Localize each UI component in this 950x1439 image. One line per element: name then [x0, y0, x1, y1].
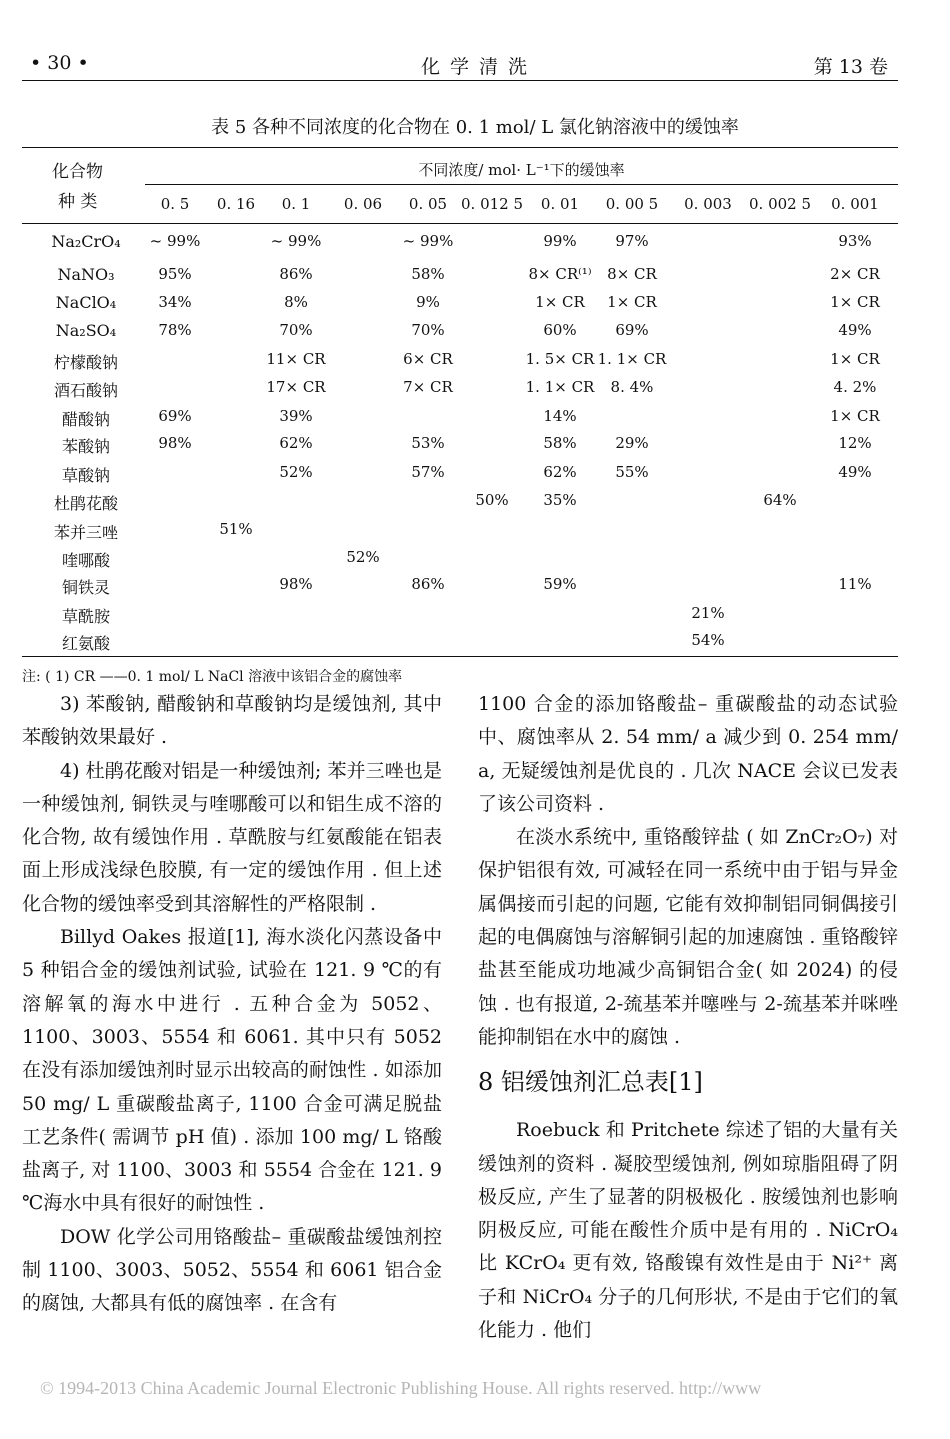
paragraph: DOW 化学公司用铬酸盐– 重碳酸盐缓蚀剂控制 1100、3003、5052、5554 和 6061 铝合金的腐蚀, 大都具有低的腐蚀率 . 在含有 — [22, 1225, 442, 1315]
copyright-watermark: © 1994-2013 China Academic Journal Electronic Publishing House. All rights reserved. http://www — [40, 1378, 762, 1398]
table-cell: 8% — [284, 293, 308, 311]
table-cell: 54% — [691, 631, 725, 649]
table-cell: 62% — [279, 434, 313, 452]
table-bottom-rule — [22, 656, 898, 657]
table-cell: 99% — [543, 232, 577, 250]
table-row-label: NaNO₃ — [57, 265, 115, 284]
concentration-header: 0. 003 — [684, 195, 732, 213]
table-cell: 39% — [279, 407, 313, 425]
table-cell: 52% — [346, 548, 380, 566]
table-cell: 8× CR — [607, 265, 657, 283]
table-caption: 表 5 各种不同浓度的化合物在 0. 1 mol/ L 氯化钠溶液中的缓蚀率 — [211, 117, 739, 138]
column-header-compound: 化合物 — [52, 162, 103, 182]
table-top-rule — [22, 147, 898, 148]
concentration-header: 0. 00 5 — [605, 195, 659, 213]
concentration-header: 0. 002 5 — [748, 195, 812, 213]
table-cell: ~ 99% — [149, 232, 201, 250]
table-cell: 8. 4% — [610, 378, 654, 396]
table-cell: 8× CR⁽¹⁾ — [528, 265, 592, 283]
table-cell: 49% — [838, 321, 872, 339]
table-cell: 51% — [219, 520, 253, 538]
table-row-label: 醋酸钠 — [61, 410, 110, 429]
header-rule — [22, 80, 898, 81]
table-row-label: Na₂CrO₄ — [51, 232, 121, 251]
table-row-label: 杜鹃花酸 — [53, 494, 118, 513]
table-cell: 62% — [543, 463, 577, 481]
table-cell: 86% — [411, 575, 445, 593]
table-row-label: 苯酸钠 — [61, 437, 110, 456]
table-cell: 1. 5× CR — [525, 350, 595, 368]
concentration-header: 0. 06 — [343, 195, 383, 213]
table-cell: 11× CR — [266, 350, 326, 368]
group-header-rule — [145, 184, 898, 185]
table-cell: 58% — [543, 434, 577, 452]
concentration-header: 0. 1 — [281, 195, 311, 213]
table-cell: ~ 99% — [402, 232, 454, 250]
table-row-label: NaClO₄ — [55, 293, 117, 312]
table-cell: 49% — [838, 463, 872, 481]
paragraph: 1100 合金的添加铬酸盐– 重碳酸盐的动态试验中、腐蚀率从 2. 54 mm/ a 减少到 0. 254 mm/ a, 无疑缓蚀剂是优良的 . 几次 NACE 会议已发表了该公司资料 . — [478, 693, 898, 815]
table-cell: 21% — [691, 604, 725, 622]
table-row-label: 酒石酸钠 — [53, 381, 118, 400]
paragraph: 3) 苯酸钠, 醋酸钠和草酸钠均是缓蚀剂, 其中苯酸钠效果最好 . — [22, 693, 442, 749]
table-cell: 52% — [279, 463, 313, 481]
paragraph: Roebuck 和 Pritchete 综述了铝的大量有关缓蚀剂的资料 . 凝胶型缓蚀剂, 例如琼脂阻碍了阴极反应, 产生了显著的阴极极化 . 胺缓蚀剂也影响阴极反应, 可能在酸性介质中是有用的 . NiCrO₄ 比 KCrO₄ 更有效, 铬酸镍有效性是由于 Ni²⁺ 离子和 NiCrO₄ 分子的几何形状, 不是由于它们的氧化能力 . 他们 — [478, 1119, 898, 1342]
table-cell: ~ 99% — [270, 232, 322, 250]
table-cell: 1× CR — [607, 293, 657, 311]
table-cell: 55% — [615, 463, 649, 481]
table-cell: 58% — [411, 265, 445, 283]
concentration-header: 0. 01 — [540, 195, 580, 213]
table-row-label: 草酸钠 — [61, 466, 110, 485]
table-cell: 97% — [615, 232, 649, 250]
table-cell: 11% — [838, 575, 872, 593]
table-cell: 34% — [158, 293, 192, 311]
paragraph: 4) 杜鹃花酸对铝是一种缓蚀剂; 苯并三唑也是一种缓蚀剂, 铜铁灵与喹哪酸可以和铝生成不溶的化合物, 故有缓蚀作用 . 草酰胺与红氨酸能在铝表面上形成浅绿色胶膜, 有一定的缓蚀作用 . 但上述化合物的缓蚀率受到其溶解性的严格限制 . — [22, 759, 442, 915]
table-cell: 7× CR — [403, 378, 453, 396]
table-cell: 64% — [763, 491, 797, 509]
table-header-rule — [22, 223, 898, 224]
section-heading: 8 铝缓蚀剂汇总表[1] — [478, 1068, 703, 1097]
table-cell: 1× CR — [830, 407, 880, 425]
table-cell: 93% — [838, 232, 872, 250]
table-cell: 98% — [279, 575, 313, 593]
table-cell: 1. 1× CR — [597, 350, 667, 368]
group-header: 不同浓度/ mol· L⁻¹下的缓蚀率 — [418, 161, 625, 179]
table-cell: 98% — [158, 434, 192, 452]
left-column — [22, 688, 442, 1321]
table-cell: 50% — [475, 491, 509, 509]
table-cell: 57% — [411, 463, 445, 481]
table-cell: 35% — [543, 491, 577, 509]
table-cell: 2× CR — [830, 265, 880, 283]
table-cell: 12% — [838, 434, 872, 452]
table-cell: 53% — [411, 434, 445, 452]
table-cell: 1× CR — [830, 350, 880, 368]
concentration-header: 0. 05 — [408, 195, 448, 213]
table-cell: 86% — [279, 265, 313, 283]
concentration-header: 0. 5 — [160, 195, 190, 213]
table-cell: 9% — [416, 293, 440, 311]
table-cell: 1. 1× CR — [525, 378, 595, 396]
table-cell: 6× CR — [403, 350, 453, 368]
paragraph: 在淡水系统中, 重铬酸锌盐 ( 如 ZnCr₂O₇) 对保护铝很有效, 可减轻在同一系统中由于铝与异金属偶接而引起的问题, 它能有效抑制铝同铜偶接引起的电偶腐蚀与溶解铜引起的加速腐蚀 . 重铬酸锌盐甚至能成功地减少高铜铝合金( 如 2024) 的侵蚀 . 也有报道, 2-巯基苯并噻唑与 2-巯基苯并咪唑能抑制铝在水中的腐蚀 . — [478, 826, 898, 1048]
table-cell: 78% — [158, 321, 192, 339]
table-cell: 70% — [279, 321, 313, 339]
table-row-label: Na₂SO₄ — [55, 321, 117, 340]
table-cell: 59% — [543, 575, 577, 593]
table-row-label: 喹哪酸 — [61, 551, 110, 570]
table-row-label: 红氨酸 — [61, 634, 110, 653]
journal-title: 化 学 清 洗 — [420, 56, 530, 78]
table-row-label: 苯并三唑 — [53, 523, 118, 542]
table-cell: 60% — [543, 321, 577, 339]
table-cell: 4. 2% — [833, 378, 877, 396]
table-cell: 70% — [411, 321, 445, 339]
table-row-label: 铜铁灵 — [61, 578, 110, 597]
table-cell: 14% — [543, 407, 577, 425]
concentration-header: 0. 001 — [831, 195, 879, 213]
paragraph: Billyd Oakes 报道[1], 海水淡化闪蒸设备中 5 种铝合金的缓蚀剂试验, 试验在 121. 9 ℃的有溶解氧的海水中进行 . 五种合金为 5052、1100、3003、5554 和 6061. 其中只有 5052 在没有添加缓蚀剂时显示出较高的耐蚀性 . 如添加 50 mg/ L 重碳酸盐离子, 1100 合金可满足脱盐工艺条件( 需调节 pH 值) . 添加 100 mg/ L 铬酸盐离子, 对 1100、3003 和 5554 合金在 121. 9 ℃海水中具有很好的耐蚀性 . — [22, 926, 442, 1215]
table-cell: 1× CR — [830, 293, 880, 311]
page-number: • 30 • — [30, 52, 89, 74]
table-cell: 29% — [615, 434, 649, 452]
table-cell: 17× CR — [266, 378, 326, 396]
concentration-header: 0. 16 — [216, 195, 256, 213]
table-cell: 1× CR — [535, 293, 585, 311]
table-cell: 69% — [158, 407, 192, 425]
volume-label: 第 13 卷 — [813, 56, 888, 78]
column-header-kind: 种 类 — [58, 192, 98, 212]
concentration-header: 0. 012 5 — [460, 195, 524, 213]
table-row-label: 草酰胺 — [61, 607, 110, 626]
table-note: 注: ( 1) CR ——0. 1 mol/ L NaCl 溶液中该铝合金的腐蚀率 — [22, 669, 403, 685]
table-cell: 69% — [615, 321, 649, 339]
table-cell: 95% — [158, 265, 192, 283]
right-column — [478, 688, 898, 1347]
table-row-label: 柠檬酸钠 — [53, 353, 118, 372]
